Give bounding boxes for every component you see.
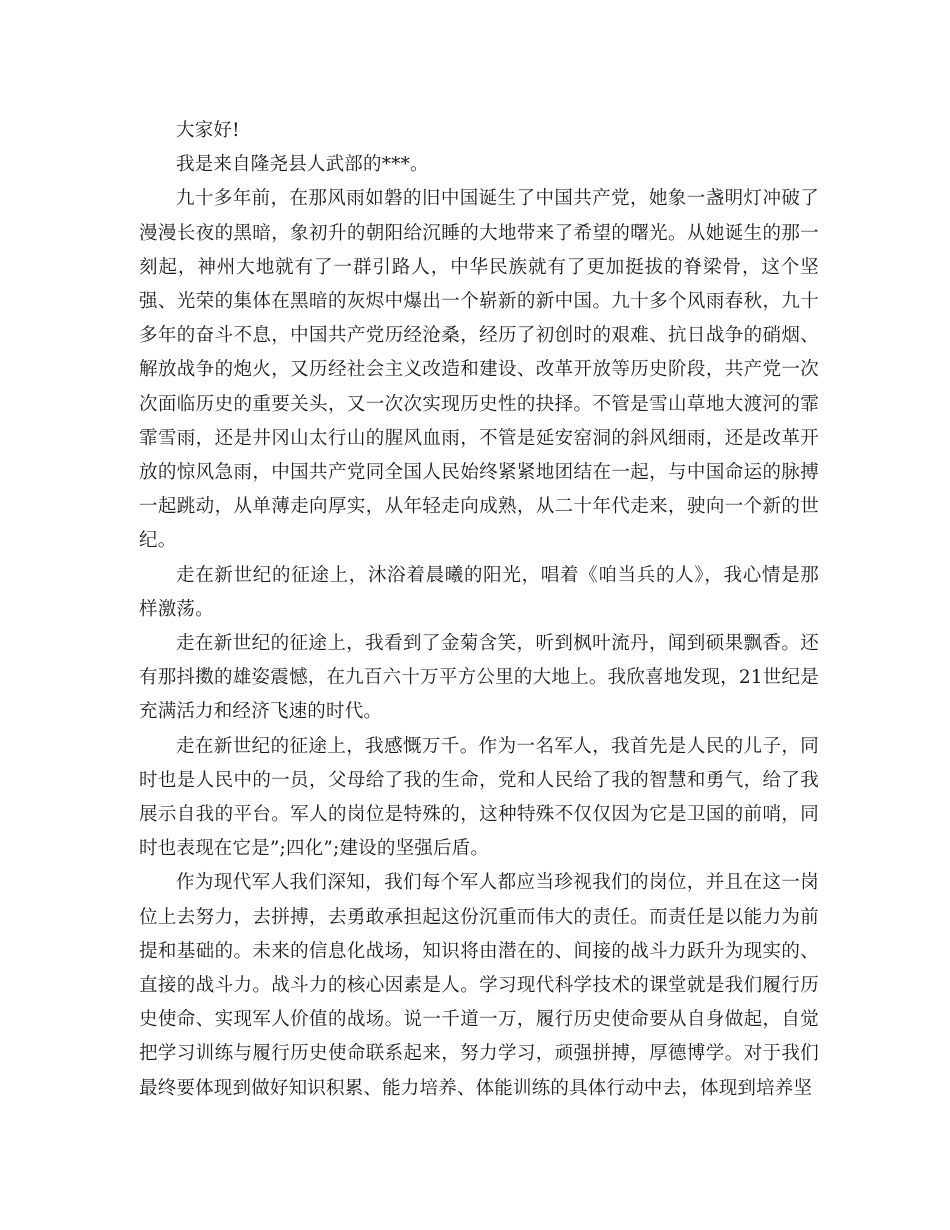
body-paragraph: 走在新世纪的征途上，沐浴着晨曦的阳光，唱着《咱当兵的人》，我心情是那样激荡。	[139, 564, 819, 620]
document-body	[139, 114, 819, 1106]
self-introduction-paragraph: 我是来自隆尧县人武部的***。	[176, 154, 429, 176]
body-paragraph: 九十多年前，在那风雨如磐的旧中国诞生了中国共产党，她象一盏明灯冲破了漫漫长夜的黑暗，象初升的朝阳给沉睡的大地带来了希望的曙光。从她诞生的那一刻起，神州大地就有了一群引路人，中华民族就有了更加挺拔的脊梁骨，这个坚强、光荣的集体在黑暗的灰烬中爆出一个崭新的新中国。九十多个风雨春秋，九十多年的奋斗不息，中国共产党历经沧桑，经历了初创时的艰难、抗日战争的硝烟、解放战争的炮火，又历经社会主义改造和建设、改革开放等历史阶段，共产党一次次面临历史的重要关头，又一次次实现历史性的抉择。不管是雪山草地大渡河的霏霏雪雨，还是井冈山太行山的腥风血雨，不管是延安窑洞的斜风细雨，还是改革开放的惊风急雨，中国共产党同全国人民始终紧紧地团结在一起，与中国命运的脉搏一起跳动，从单薄走向厚实，从年轻走向成熟，从二十年代走来，驶向一个新的世纪。	[139, 188, 819, 552]
greeting-paragraph: 大家好!	[176, 120, 240, 141]
body-paragraph: 走在新世纪的征途上，我看到了金菊含笑，听到枫叶流丹，闻到硕果飘香。还有那抖擞的雄姿震憾，在九百六十万平方公里的大地上。我欣喜地发现，21世纪是充满活力和经济飞速的时代。	[139, 633, 819, 723]
body-paragraph: 作为现代军人我们深知，我们每个军人都应当珍视我们的岗位，并且在这一岗位上去努力，去拼搏，去勇敢承担起这份沉重而伟大的责任。而责任是以能力为前提和基础的。未来的信息化战场，知识将由潜在的、间接的战斗力跃升为现实的、直接的战斗力。战斗力的核心因素是人。学习现代科学技术的课堂就是我们履行历史使命、实现军人价值的战场。说一千道一万，履行历史使命要从自身做起，自觉把学习训练与履行历史使命联系起来，努力学习，顽强拼搏，厚德博学。对于我们最终要体现到做好知识积累、能力培养、体能训练的具体行动中去，体现到培养坚	[139, 872, 819, 1099]
body-paragraph: 走在新世纪的征途上，我感慨万千。作为一名军人，我首先是人民的儿子，同时也是人民中的一员，父母给了我的生命，党和人民给了我的智慧和勇气，给了我展示自我的平台。军人的岗位是特殊的，这种特殊不仅仅因为它是卫国的前哨，同时也表现在它是”;四化”;建设的坚强后盾。	[139, 735, 819, 860]
